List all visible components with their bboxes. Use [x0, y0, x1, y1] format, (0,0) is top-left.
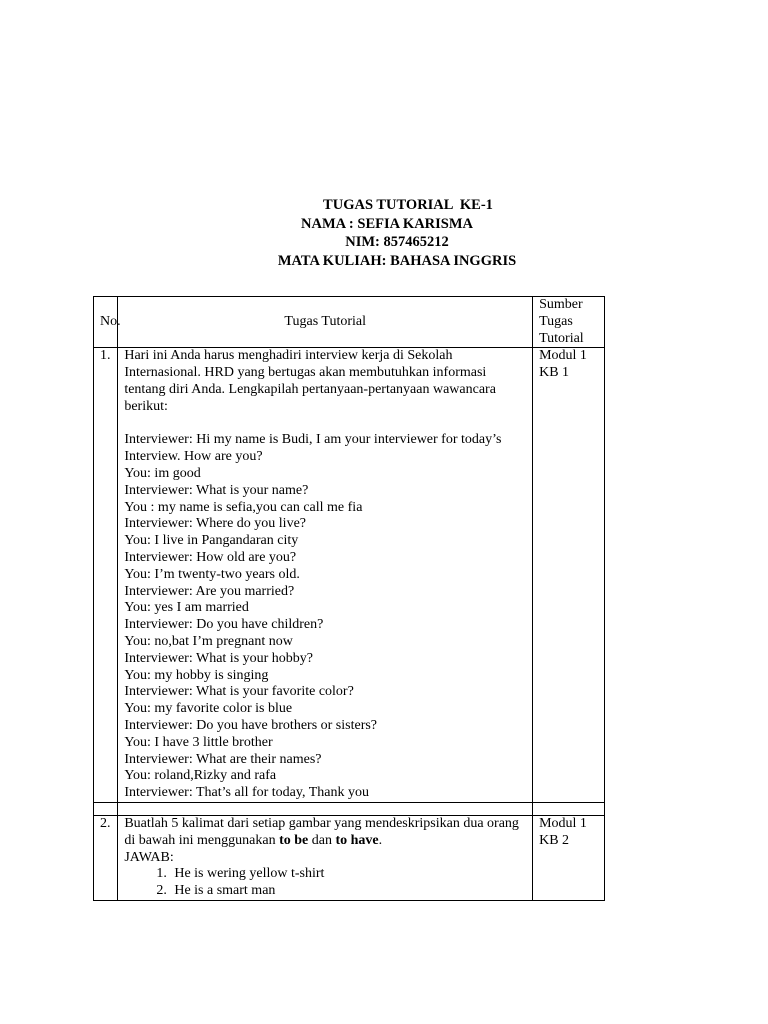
dialog-line: You: my favorite color is blue [124, 701, 293, 717]
assignment-title: TUGAS TUTORIAL KE-1 [323, 197, 493, 213]
student-id: NIM: 857465212 [345, 234, 449, 250]
dialog-line: Interviewer: What are their names? [124, 751, 322, 767]
task-instructions: Hari ini Anda harus menghadiri interview kerja di Sekolah Internasional. HRD yang bertugas akan membutuhkan informasi tentang diri Anda. Lengkapilah pertanyaan-pertanyaan wawancara berikut: [124, 348, 500, 414]
source-module: Modul 1 [539, 348, 587, 364]
spacer-row [94, 802, 605, 815]
row-task [118, 815, 533, 900]
dialog-line: Interviewer: Hi my name is Budi, I am your interviewer for today’s [124, 432, 502, 448]
dialog-line: You: no,bat I’m pregnant now [124, 633, 293, 649]
dialog-line: Interviewer: What is your name? [124, 482, 309, 498]
dialog-line: Interview. How are you? [124, 449, 263, 465]
header-source [533, 297, 605, 348]
dialog-line: You: roland,Rizky and rafa [124, 768, 277, 784]
table-row [94, 348, 605, 803]
answer-item: 1. He is wering yellow t-shirt [170, 866, 526, 883]
student-name: NAMA : SEFIA KARISMA [301, 215, 473, 232]
bold-term: to have [335, 832, 379, 848]
answer-item: 2. He is a smart man [170, 883, 526, 900]
header-source-line: Sumber [539, 297, 583, 312]
dialog-line: Interviewer: Do you have children? [124, 617, 324, 633]
header-source-line: Tutorial [539, 330, 584, 346]
document-header [0, 196, 768, 270]
dialog-line: You : my name is sefia,you can call me fia [124, 499, 363, 515]
answer-list [124, 866, 526, 900]
course-name: MATA KULIAH: BAHASA INGGRIS [277, 252, 517, 269]
source-kb: KB 2 [539, 832, 570, 848]
dialog-line: Interviewer: What is your favorite color? [124, 684, 354, 700]
row-number: 2. [94, 815, 118, 900]
source-module: Modul 1 [539, 815, 587, 831]
dialog-line: You: I have 3 little brother [124, 734, 273, 750]
task-instructions: Buatlah 5 kalimat dari setiap gambar yang mendeskripsikan dua orang di bawah ini menggunakan to be dan to have. [124, 815, 523, 848]
answer-label: JAWAB: [124, 849, 174, 865]
header-task: Tugas Tutorial [118, 297, 533, 348]
dialog-line: You: I live in Pangandaran city [124, 533, 299, 549]
dialog-line: Interviewer: What is your hobby? [124, 650, 314, 666]
bold-term: to be [279, 832, 309, 848]
row-source [533, 815, 605, 900]
header-no: No. [94, 297, 118, 348]
dialog-line: Interviewer: Where do you live? [124, 516, 306, 532]
row-source [533, 348, 605, 803]
tutorial-table [93, 296, 605, 901]
interview-dialog [124, 432, 526, 802]
dialog-line: You: yes I am married [124, 600, 249, 616]
table-header-row [94, 297, 605, 348]
table-row [94, 815, 605, 900]
source-kb: KB 1 [539, 365, 570, 381]
dialog-line: You: im good [124, 465, 201, 481]
dialog-line: Interviewer: That’s all for today, Thank you [124, 785, 369, 801]
row-number: 1. [94, 348, 118, 803]
dialog-line: You: my hobby is singing [124, 667, 269, 683]
dialog-line: Interviewer: How old are you? [124, 549, 297, 565]
dialog-line: Interviewer: Do you have brothers or sisters? [124, 717, 378, 733]
row-task [118, 348, 533, 803]
dialog-line: You: I’m twenty-two years old. [124, 566, 300, 582]
dialog-line: Interviewer: Are you married? [124, 583, 295, 599]
header-source-line: Tugas [539, 313, 573, 329]
